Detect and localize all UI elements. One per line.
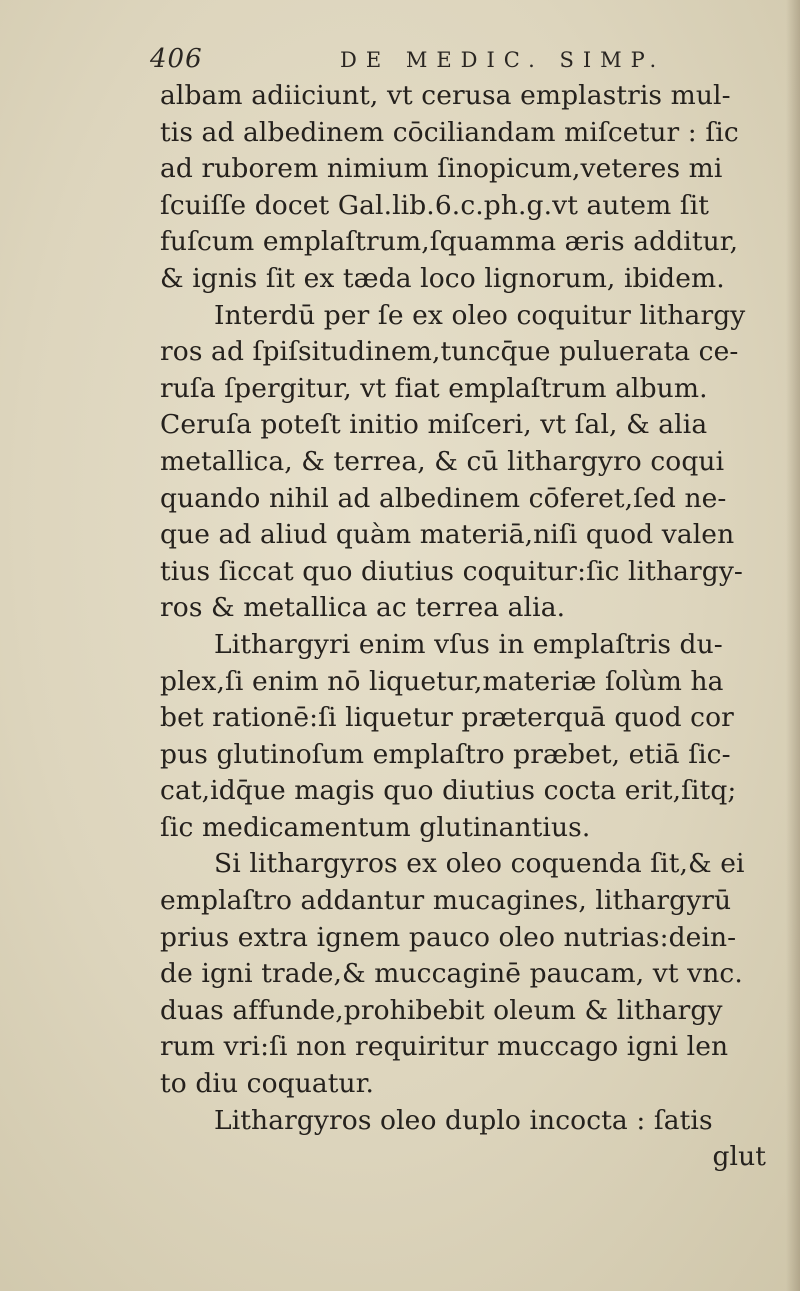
text-line: plex,ſi enim nō liquetur,materiæ ſolùm ha [160, 665, 724, 697]
text-line: Interdū per ſe ex oleo coquitur lithargy [214, 299, 746, 331]
text-line: Lithargyros oleo duplo incocta : ſatis [214, 1104, 713, 1136]
text-line: metallica, & terrea, & cū lithargyro coqui [160, 445, 725, 477]
text-line: quando nihil ad albedinem cōferet,ſed ne- [160, 482, 727, 514]
text-line: fuſcum emplaſtrum,ſquamma æris additur, [160, 226, 739, 258]
text-line: ros ad ſpiſsitudinem,tuncq̄ue puluerata ce- [160, 336, 739, 368]
running-head: DE MEDIC. SIMP. [340, 48, 666, 72]
text-line: ruſa ſpergitur, vt fiat emplaſtrum album. [160, 372, 708, 404]
page-number: 406 [150, 44, 203, 74]
text-line: albam adiiciunt, vt cerusa emplastris mul- [160, 80, 731, 111]
text-line: Ceruſa poteſt initio miſceri, vt ſal, & alia [160, 409, 708, 441]
text-line: emplaſtro addantur mucagines, lithargyrū [160, 885, 732, 917]
text-line: Si lithargyros ex oleo coquenda ſit,& ei [214, 848, 745, 880]
text-line: to diu coquatur. [160, 1068, 375, 1100]
body-text [160, 78, 770, 1176]
text-line: ſic medicamentum glutinantius. [160, 811, 591, 843]
text-line: que ad aliud quàm materiā,niſi quod valen [160, 519, 735, 551]
text-line: bet rationē:ſi liquetur præterquā quod cor [160, 702, 734, 734]
text-line: ſcuiſſe docet Gal.lib.6.c.ph.g.vt autem ſit [160, 189, 710, 221]
text-line: rum vri:ſi non requiritur muccago igni len [160, 1031, 729, 1063]
text-line: & ignis ſit ex tæda loco lignorum, ibidem. [160, 262, 725, 294]
text-line: tis ad albedinem cōciliandam miſcetur : ſic [160, 116, 739, 148]
text-line: prius extra ignem pauco oleo nutrias:dein- [160, 921, 737, 953]
text-line: de igni trade,& muccaginē paucam, vt vnc. [160, 958, 743, 990]
text-line: duas affunde,prohibebit oleum & lithargy [160, 994, 723, 1026]
page-edge-shadow [786, 0, 800, 1291]
text-line: ad ruborem nimium ſinopicum,veteres mi [160, 153, 723, 185]
text-line: ros & metallica ac terrea alia. [160, 592, 566, 624]
text-line: Lithargyri enim vſus in emplaſtris du- [214, 628, 723, 660]
text-line: pus glutinoſum emplaſtro præbet, etiā ſic- [160, 738, 731, 770]
text-line: tius ſiccat quo diutius coquitur:ſic lithargy- [160, 555, 743, 587]
catchword: glut [712, 1141, 766, 1173]
text-line: cat,idq̄ue magis quo diutius cocta erit,ſitq; [160, 775, 737, 807]
